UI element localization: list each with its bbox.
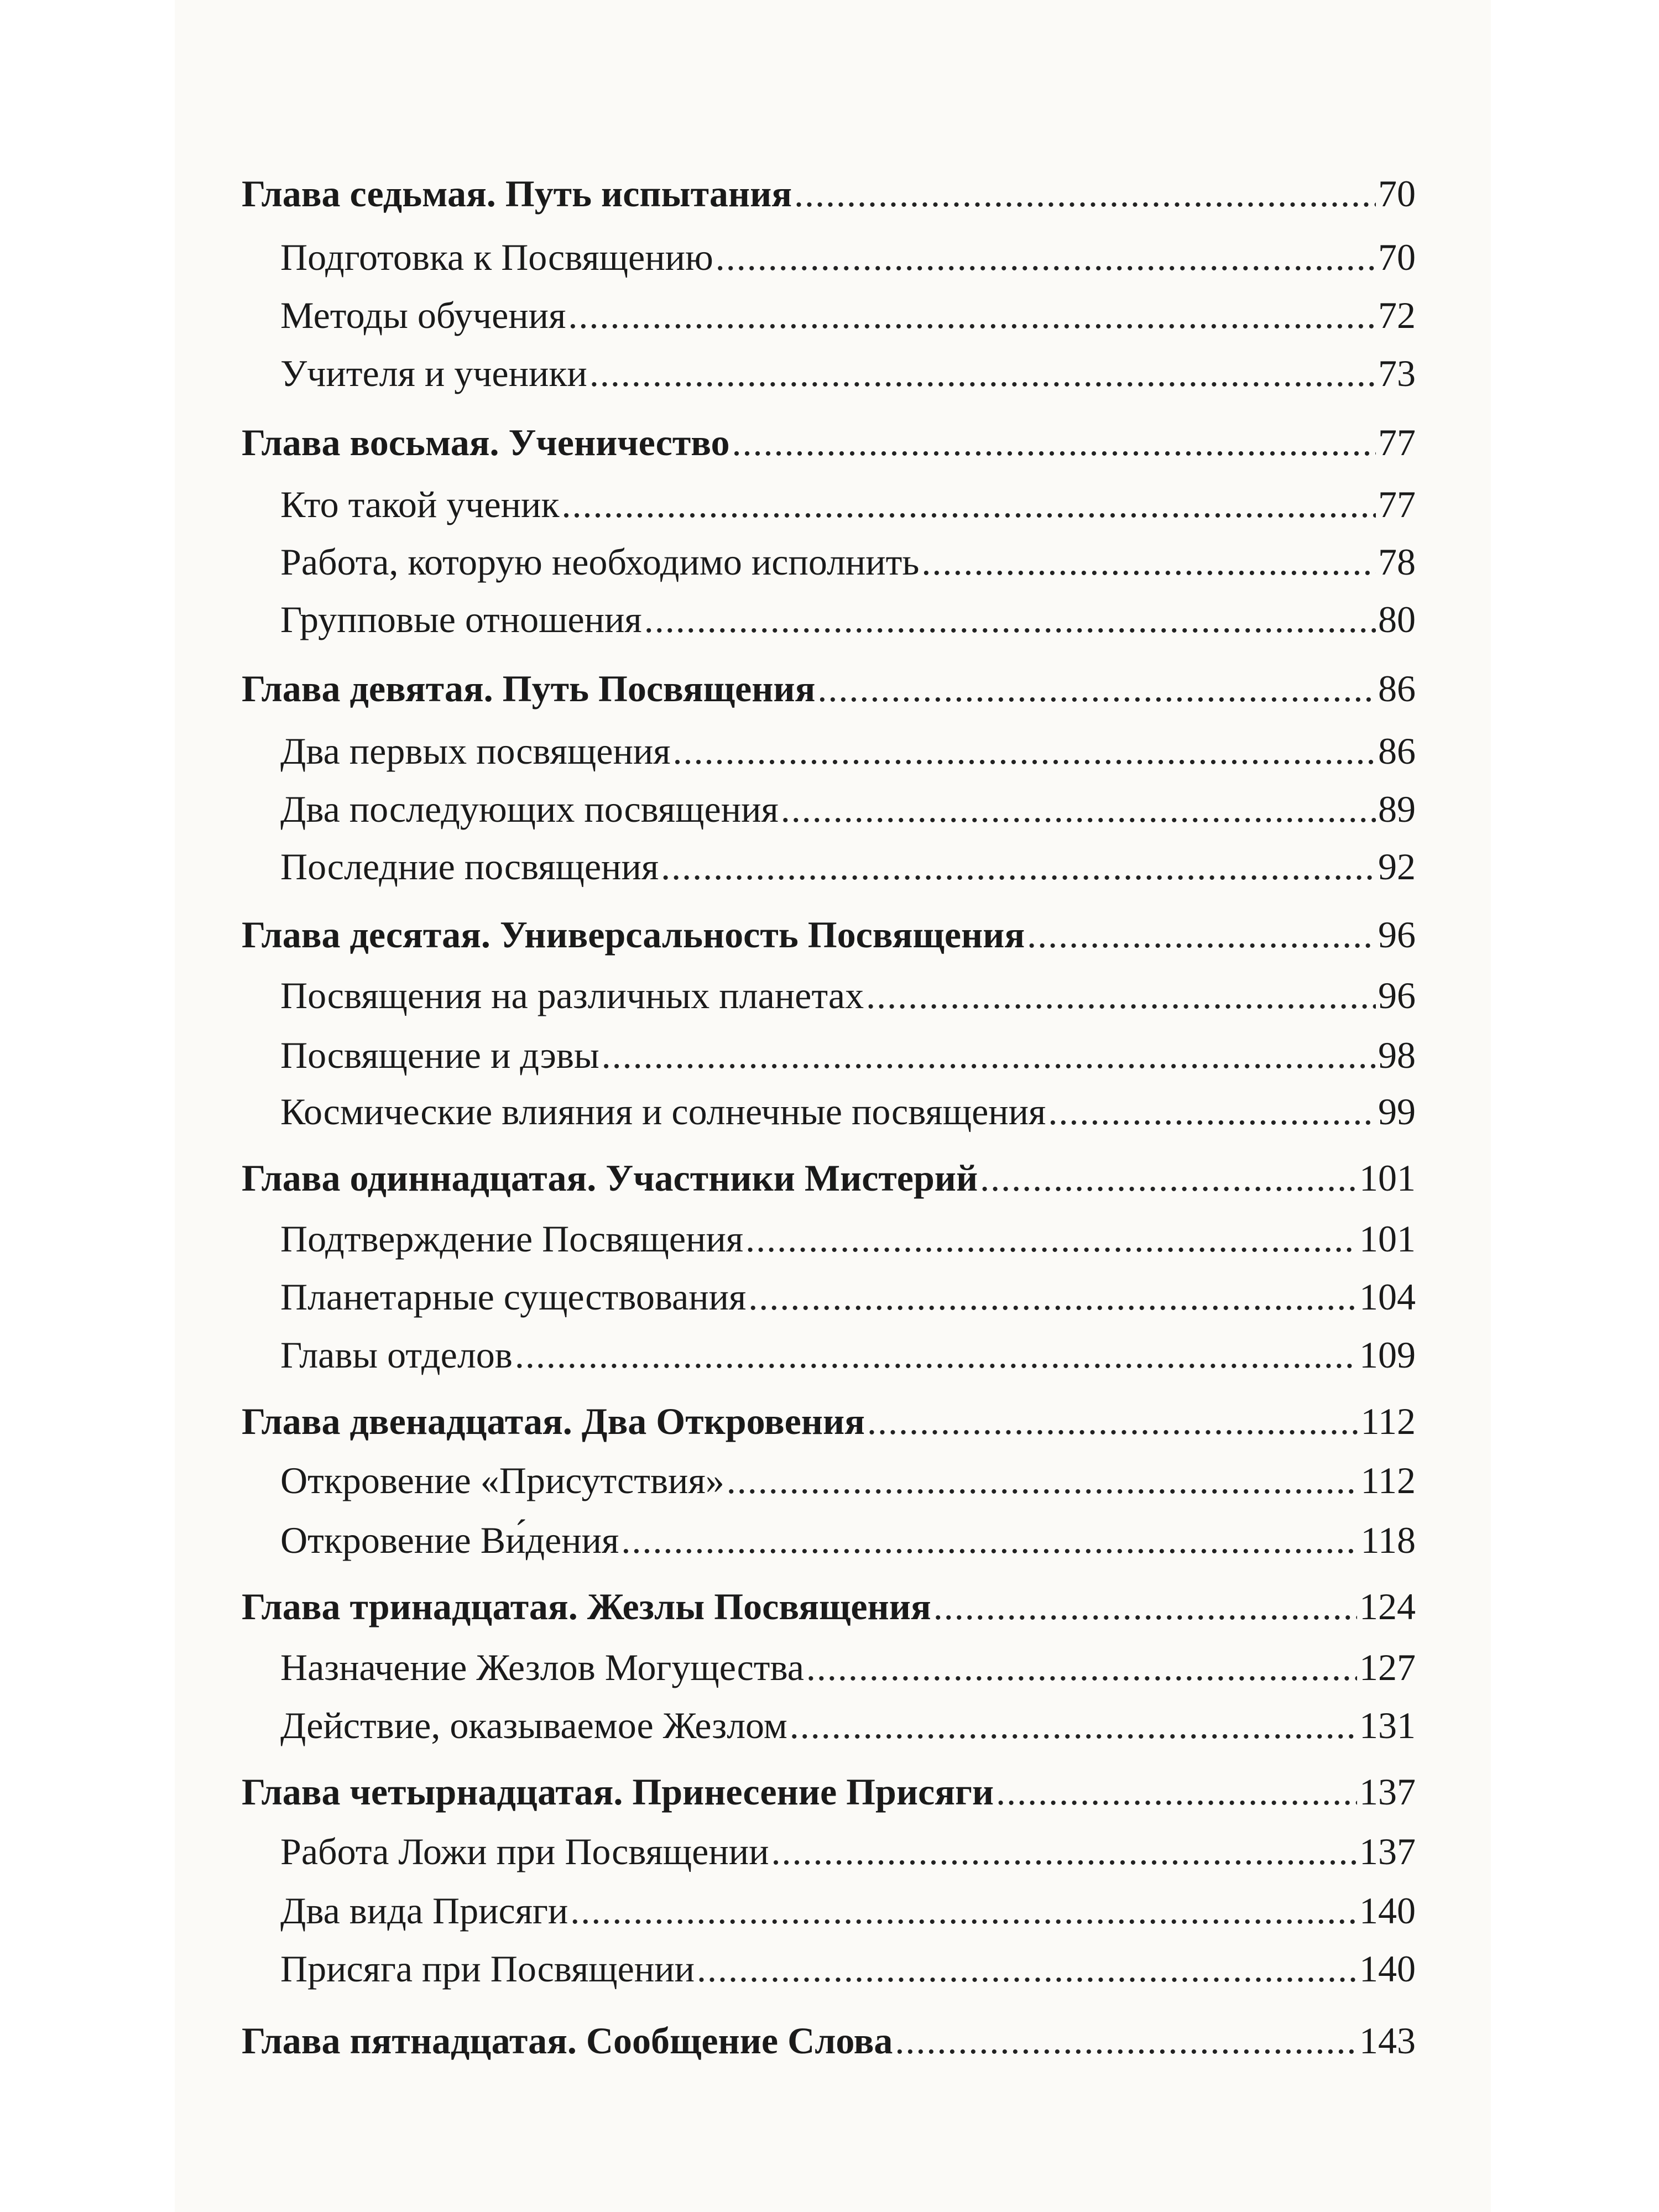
dot-leader: [921, 534, 1376, 589]
chapter-title: Глава девятая. Путь Посвящения: [242, 667, 816, 709]
chapter-title: Глава одиннадцатая. Участники Мистерий: [242, 1157, 978, 1199]
page-number: 127: [1359, 1646, 1416, 1688]
page-number: 101: [1359, 1218, 1416, 1260]
page-number: 131: [1359, 1704, 1416, 1746]
toc-chapter-entry: [242, 1394, 1416, 1449]
chapter-title: Глава четырнадцатая. Принесение Присяги: [242, 1771, 994, 1813]
toc-section-entry: [280, 1453, 1416, 1508]
toc-section-entry: [280, 968, 1416, 1023]
dot-leader: [732, 415, 1376, 470]
toc-section-entry: [280, 288, 1416, 343]
page-number: 104: [1359, 1276, 1416, 1318]
section-title: Присяга при Посвящении: [280, 1948, 695, 1990]
dot-leader: [745, 1211, 1357, 1266]
dot-leader: [568, 288, 1376, 343]
section-title: Откровение «Присутствия»: [280, 1459, 724, 1501]
dot-leader: [697, 1941, 1357, 1996]
page-number: 73: [1378, 352, 1416, 394]
toc-chapter-entry: [242, 907, 1416, 962]
dot-leader: [748, 1269, 1357, 1324]
toc-section-entry: [280, 1640, 1416, 1695]
dot-leader: [996, 1764, 1357, 1819]
dot-leader: [570, 1883, 1357, 1938]
page-number: 96: [1378, 914, 1416, 956]
page-number: 72: [1378, 294, 1416, 336]
page-number: 99: [1378, 1091, 1416, 1133]
toc-section-entry: [280, 839, 1416, 894]
toc-section-entry: [280, 723, 1416, 779]
toc-section-entry: [280, 1512, 1416, 1568]
page-number: 98: [1378, 1034, 1416, 1076]
dot-leader: [673, 723, 1376, 779]
section-title: Посвящения на различных планетах: [280, 974, 864, 1016]
toc-chapter-entry: [242, 415, 1416, 470]
dot-leader: [933, 1579, 1357, 1634]
toc-section-entry: [280, 346, 1416, 401]
section-title: Планетарные существования: [280, 1276, 747, 1318]
toc-section-entry: [280, 1327, 1416, 1383]
section-title: Два вида Присяги: [280, 1890, 568, 1932]
page-number: 112: [1360, 1459, 1416, 1501]
dot-leader: [781, 781, 1376, 837]
dot-leader: [867, 1394, 1359, 1449]
section-title: Методы обучения: [280, 294, 566, 336]
page-number: 77: [1378, 421, 1416, 463]
dot-leader: [727, 1453, 1359, 1508]
chapter-title: Глава тринадцатая. Жезлы Посвящения: [242, 1585, 931, 1627]
page-number: 89: [1378, 788, 1416, 830]
dot-leader: [515, 1327, 1357, 1383]
section-title: Кто такой ученик: [280, 483, 560, 525]
page-number: 70: [1378, 236, 1416, 278]
page-number: 137: [1359, 1830, 1416, 1872]
dot-leader: [806, 1640, 1357, 1695]
toc-chapter-entry: [242, 1150, 1416, 1206]
toc-chapter-entry: [242, 1764, 1416, 1819]
toc-section-entry: [280, 534, 1416, 589]
toc-section-entry: [280, 1698, 1416, 1753]
toc-section-entry: [280, 1941, 1416, 1996]
page-number: 140: [1359, 1948, 1416, 1990]
section-title: Работа, которую необходимо исполнить: [280, 541, 920, 583]
section-title: Групповые отношения: [280, 598, 642, 640]
toc-section-entry: [280, 781, 1416, 837]
table-of-contents: [242, 0, 1416, 2212]
toc-section-entry: [280, 1084, 1416, 1139]
page-number: 137: [1359, 1771, 1416, 1813]
page-number: 86: [1378, 730, 1416, 772]
page-number: 70: [1378, 173, 1416, 215]
dot-leader: [790, 1698, 1357, 1753]
section-title: Два первых посвящения: [280, 730, 671, 772]
toc-section-entry: [280, 1824, 1416, 1879]
toc-section-entry: [280, 592, 1416, 647]
dot-leader: [644, 592, 1376, 647]
page-number: 96: [1378, 974, 1416, 1016]
section-title: Последние посвящения: [280, 846, 659, 888]
section-title: Учителя и ученики: [280, 352, 587, 394]
section-title: Космические влияния и солнечные посвящения: [280, 1091, 1046, 1133]
page-number: 112: [1360, 1400, 1416, 1442]
toc-chapter-entry: [242, 1579, 1416, 1634]
toc-section-entry: [280, 1883, 1416, 1938]
dot-leader: [794, 166, 1376, 221]
page-number: 124: [1359, 1585, 1416, 1627]
section-title: Подтверждение Посвящения: [280, 1218, 744, 1260]
toc-chapter-entry: [242, 2013, 1416, 2068]
toc-section-entry: [280, 1027, 1416, 1083]
page-number: 78: [1378, 541, 1416, 583]
toc-section-entry: [280, 477, 1416, 532]
page-number: 143: [1359, 2020, 1416, 2062]
chapter-title: Глава десятая. Универсальность Посвящения: [242, 914, 1025, 956]
toc-chapter-entry: [242, 661, 1416, 716]
dot-leader: [621, 1512, 1358, 1568]
section-title: Действие, оказываемое Жезлом: [280, 1704, 787, 1746]
chapter-title: Глава пятнадцатая. Сообщение Слова: [242, 2020, 893, 2062]
dot-leader: [1048, 1084, 1376, 1139]
dot-leader: [817, 661, 1376, 716]
page-number: 80: [1378, 598, 1416, 640]
toc-section-entry: [280, 1269, 1416, 1324]
chapter-title: Глава двенадцатая. Два Откровения: [242, 1400, 865, 1442]
toc-section-entry: [280, 229, 1416, 285]
page-number: 109: [1359, 1334, 1416, 1376]
dot-leader: [1027, 907, 1376, 962]
dot-leader: [866, 968, 1376, 1023]
dot-leader: [980, 1150, 1357, 1206]
page-number: 140: [1359, 1890, 1416, 1932]
chapter-title: Глава седьмая. Путь испытания: [242, 173, 792, 215]
page-number: 92: [1378, 846, 1416, 888]
dot-leader: [716, 229, 1376, 285]
dot-leader: [562, 477, 1376, 532]
section-title: Посвящение и дэвы: [280, 1034, 599, 1076]
page-number: 86: [1378, 667, 1416, 709]
dot-leader: [589, 346, 1376, 401]
section-title: Откровение Ви́дения: [280, 1519, 619, 1561]
toc-chapter-entry: [242, 166, 1416, 221]
dot-leader: [602, 1027, 1376, 1083]
section-title: Два последующих посвящения: [280, 788, 779, 830]
section-title: Назначение Жезлов Могущества: [280, 1646, 804, 1688]
page-number: 118: [1360, 1519, 1416, 1561]
section-title: Подготовка к Посвящению: [280, 236, 713, 278]
page-number: 101: [1359, 1157, 1416, 1199]
page-number: 77: [1378, 483, 1416, 525]
dot-leader: [661, 839, 1376, 894]
chapter-title: Глава восьмая. Ученичество: [242, 421, 730, 463]
dot-leader: [771, 1824, 1357, 1879]
section-title: Главы отделов: [280, 1334, 513, 1376]
dot-leader: [895, 2013, 1357, 2068]
section-title: Работа Ложи при Посвящении: [280, 1830, 769, 1872]
toc-section-entry: [280, 1211, 1416, 1266]
